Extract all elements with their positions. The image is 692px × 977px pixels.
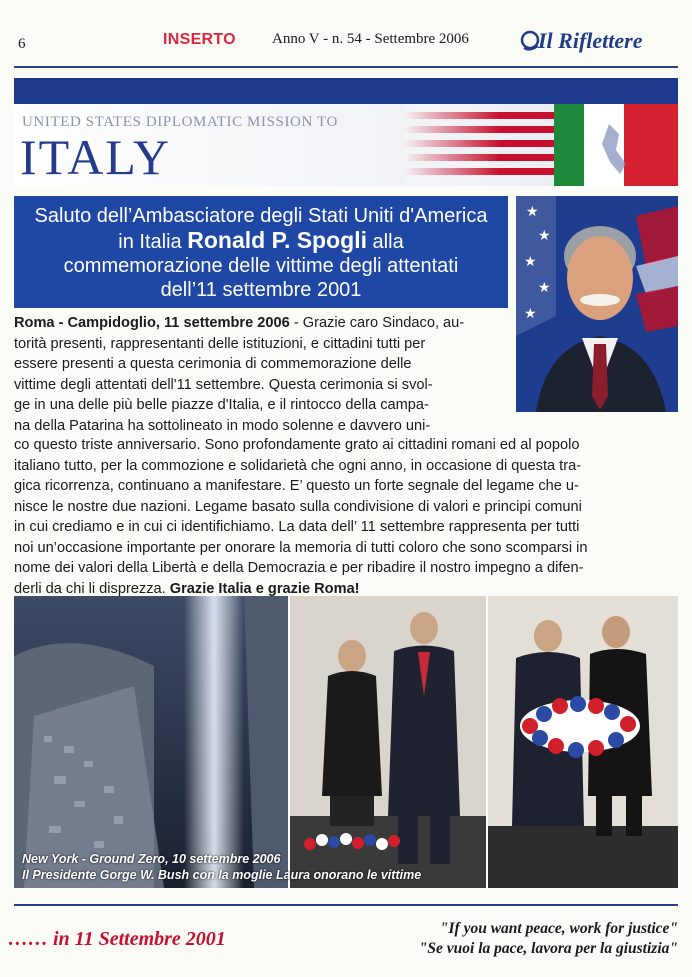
svg-text:★: ★ [524, 254, 537, 270]
president-memorial-photo [290, 596, 486, 888]
wreath-laying-photo [488, 596, 678, 888]
headline-line-2-prefix: in Italia [118, 231, 188, 253]
article-line-3: essere presenti a questa cerimonia di commemorazione delle [14, 356, 412, 372]
ambassador-name: Ronald P. Spogli [187, 227, 367, 253]
header-divider [14, 66, 678, 68]
article-line-6: na della Patarina ha sottolineato in modo solenne e davvero uni- [14, 417, 431, 434]
page-number: 6 [18, 36, 26, 52]
article-line-9: gica ricorrenza, continuano a manifestare. E’ questo un forte segnale del legame che u- [14, 478, 579, 494]
article-body [14, 435, 680, 599]
ground-zero-aerial-photo [14, 596, 288, 888]
article-line-12: noi un’occasione importante per onorare la memoria di tutti coloro che sono scomparsi in [14, 539, 588, 556]
article-line-4: vittime degli attentati dell'11 settembre. Questa cerimonia si svol- [14, 376, 433, 393]
svg-text:★: ★ [538, 228, 551, 244]
headline-box [14, 196, 508, 308]
issue-line: Anno V - n. 54 - Settembre 2006 [272, 31, 469, 47]
masthead-logo [520, 28, 680, 54]
photo-caption-line-2: Il Presidente Gorge W. Bush con la moglie Laura onorano le vittime [22, 868, 422, 882]
headline-line-3: commemorazione delle vittime degli attentati [63, 255, 459, 277]
photo-caption-line-1: New York - Ground Zero, 10 settembre 2006 [22, 852, 281, 866]
article-line-13: nome dei valori della Libertà e della Democrazia e per ribadire il nostro impegno a difen- [14, 560, 584, 576]
article-line-7: co questo triste anniversario. Sono profondamente grato ai cittadini romani ed al popolo [14, 437, 580, 453]
article-line-8: italiano tutto, per la commozione e solidarietà che ogni anno, in occasione di questa tra- [14, 457, 582, 474]
ambassador-portrait [516, 196, 678, 412]
article-line-10: nisce le nostre due nazioni. Legame basato sulla condivisione di valori e principi comuni [14, 498, 582, 515]
article-line-2: torità presenti, rappresentanti delle istituzioni, e cittadini tutti per [14, 335, 426, 352]
quote-english: "If you want peace, work for justice" [439, 920, 678, 937]
article-closing: Grazie Italia e grazie Roma! [169, 580, 360, 597]
logo-swoosh-icon [520, 30, 540, 52]
svg-text:★: ★ [538, 280, 551, 296]
mission-title: UNITED STATES DIPLOMATIC MISSION TO [22, 114, 338, 130]
footer-series-title: …… in 11 Settembre 2001 [8, 928, 226, 950]
logo-text: Il Riflettere [538, 28, 643, 53]
headline-line-2 [14, 228, 508, 254]
article-line-1 [14, 313, 510, 334]
mission-country: ITALY [20, 129, 171, 185]
section-tag: INSERTO [163, 31, 236, 48]
article-last-line: derli da chi li disprezza. [14, 580, 166, 597]
article-line-11: in cui crediamo e in cui ci identifichiamo. La data dell’ 11 settembre rappresenta per tutti [14, 519, 580, 535]
headline-line-2-suffix: alla [367, 231, 404, 253]
svg-text:★: ★ [524, 306, 537, 322]
article-line-1-text: - Grazie caro Sindaco, au- [293, 315, 465, 331]
headline-line-1: Saluto dell’Ambasciatore degli Stati Uniti d'America [34, 205, 488, 227]
flags-graphic [404, 104, 678, 186]
svg-text:★: ★ [526, 204, 539, 220]
footer-divider [14, 904, 678, 906]
quote-italian: "Se vuoi la pace, lavora per la giustizia" [418, 940, 678, 957]
article-intro [14, 313, 510, 436]
article-lead: Roma - Campidoglio, 11 settembre 2006 [14, 315, 290, 331]
blue-banner [14, 78, 678, 104]
headline-line-4: dell’11 settembre 2001 [160, 279, 362, 301]
article-line-5: ge in una delle più belle piazze d'Italia, e il rintocco della campa- [14, 397, 429, 413]
